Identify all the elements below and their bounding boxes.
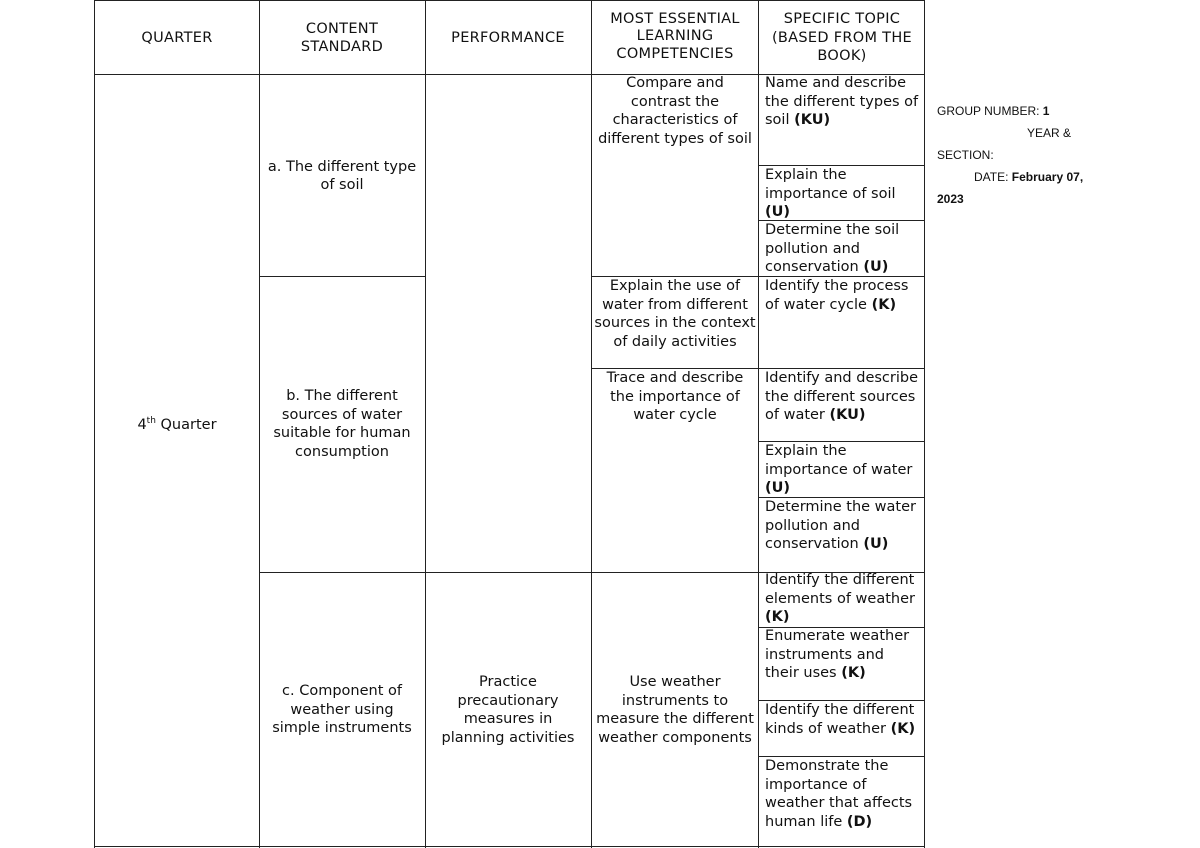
topic-soil-pollution: Determine the soil pollution and conservation (U) bbox=[765, 222, 900, 275]
side-info bbox=[937, 100, 1187, 210]
topic-soil-importance: Explain the importance of soil (U) bbox=[765, 167, 896, 220]
topic-weather-instruments: Enumerate weather instruments and their uses (K) bbox=[765, 628, 910, 681]
topic-water-cycle: Identify the process of water cycle (K) bbox=[765, 278, 909, 313]
competency-weather: Use weather instruments to measure the different weather components bbox=[596, 674, 754, 746]
competency-water-use: Explain the use of water from different sources in the context of daily activities bbox=[594, 278, 756, 350]
col-divider-3 bbox=[591, 0, 592, 848]
topic-water-sources: Identify and describe the different sources of water (KU) bbox=[765, 370, 919, 423]
topic-weather-life: Demonstrate the importance of weather that affects human life (D) bbox=[765, 758, 913, 830]
header-performance-text: PERFORMANCE bbox=[451, 29, 565, 46]
table-border-bottom bbox=[94, 846, 925, 847]
header-performance bbox=[427, 2, 589, 74]
content-standard-c: c. Component of weather using simple instruments bbox=[272, 683, 412, 737]
col-divider-1 bbox=[259, 0, 260, 848]
year-section-label-line1: YEAR & bbox=[1027, 126, 1072, 140]
header-content-standard bbox=[286, 2, 398, 74]
header-content-standard-text: CONTENT STANDARD bbox=[300, 20, 384, 55]
topic-water-importance: Explain the importance of water (U) bbox=[765, 443, 913, 496]
topic-weather-kinds: Identify the different kinds of weather (K) bbox=[765, 702, 916, 737]
table-border-top bbox=[94, 0, 925, 1]
competency-soil: Compare and contrast the characteristics of different types of soil bbox=[598, 75, 752, 147]
header-specific-topic-text: SPECIFIC TOPIC (BASED FROM THE BOOK) bbox=[771, 11, 913, 65]
performance-c: Practice precautionary measures in planning activities bbox=[441, 674, 575, 746]
table-border-right bbox=[924, 0, 925, 848]
content-standard-b: b. The different sources of water suitable for human consumption bbox=[273, 388, 411, 460]
content-standard-a: a. The different type of soil bbox=[267, 158, 417, 193]
date-line: DATE: February 07, bbox=[974, 170, 1084, 184]
header-specific-topic bbox=[764, 2, 920, 74]
divider-ab bbox=[259, 276, 425, 277]
table-border-left bbox=[94, 0, 95, 848]
topic-weather-elements: Identify the different elements of weather (K) bbox=[765, 572, 915, 625]
header-quarter-text: QUARTER bbox=[141, 29, 213, 46]
quarter-label: 4th Quarter bbox=[137, 415, 217, 433]
header-melc bbox=[600, 0, 750, 74]
header-quarter bbox=[96, 2, 258, 74]
year-section-label-line2: SECTION: bbox=[937, 148, 994, 162]
quarter-cell bbox=[96, 76, 258, 774]
topic-water-pollution: Determine the water pollution and conservation (U) bbox=[765, 499, 916, 552]
group-number: GROUP NUMBER: 1 bbox=[937, 104, 1050, 118]
date-year: 2023 bbox=[937, 192, 964, 206]
col-divider-2 bbox=[425, 0, 426, 848]
header-melc-text: MOST ESSENTIAL LEARNING COMPETENCIES bbox=[610, 10, 740, 62]
competency-water-cycle: Trace and describe the importance of water cycle bbox=[606, 370, 744, 423]
topic-soil-types: Name and describe the different types of soil (KU) bbox=[765, 75, 919, 128]
